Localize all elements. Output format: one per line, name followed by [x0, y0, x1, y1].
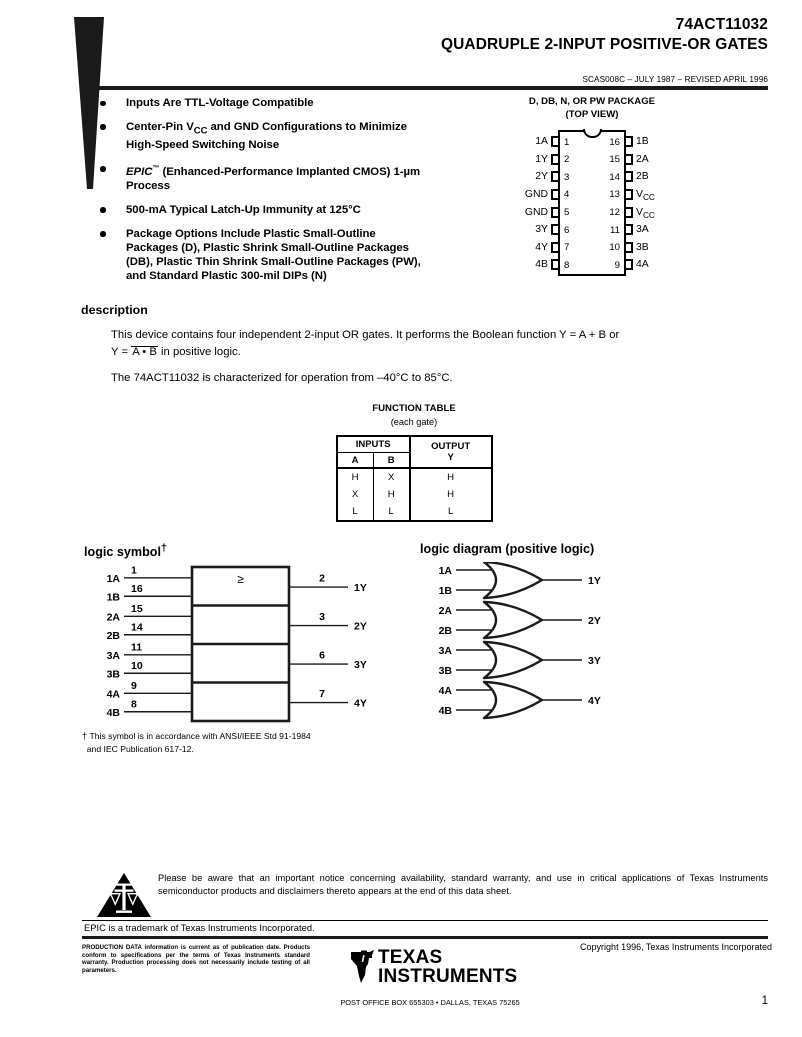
logic-symbol-pin-number: 15 [131, 602, 143, 615]
pin-row [504, 133, 680, 151]
logic-diagram-output-label: 1Y [588, 575, 601, 587]
pin-number-right: 11 [610, 224, 620, 236]
pin-stub-left [551, 259, 558, 270]
logic-symbol-output-label: 3Y [354, 659, 367, 672]
logic-symbol-heading [84, 542, 167, 559]
pin-label-left: 4B [535, 259, 548, 271]
logic-symbol-output-pin-number: 3 [319, 611, 325, 624]
pin-label-left: GND [524, 206, 548, 218]
pin-label-right: $V_{CC}$ [636, 188, 655, 202]
trademark-rule-top [82, 920, 768, 921]
table-row [337, 468, 492, 486]
logic-symbol-qualifier: ≥ [237, 572, 244, 586]
pin-label-left: 1A [535, 136, 548, 148]
logic-diagram-input-label: 2B [438, 625, 452, 637]
footnote-line-1: This symbol is in accordance with ANSI/IEEE Std 91-1984 [89, 731, 311, 741]
pin-stub-right [626, 207, 633, 218]
cell-b: L [373, 503, 410, 521]
or-gate-icon [484, 602, 542, 638]
pin-stub-right [626, 259, 633, 270]
logic-symbol-pin-number: 10 [131, 659, 143, 672]
copyright-line: Copyright 1996, Texas Instruments Incorporated [580, 942, 772, 952]
pin-stub-left [551, 171, 558, 182]
function-table-block [301, 403, 527, 522]
warning-scales-icon [96, 872, 152, 918]
pin-number-right: 10 [609, 242, 620, 254]
footnote-dagger: † [82, 731, 88, 742]
trademark-line: EPIC is a trademark of Texas Instruments Incorporated. [84, 922, 315, 933]
cell-y: H [410, 486, 492, 503]
feature-item [96, 227, 426, 284]
logic-diagram-input-label: 4A [438, 685, 452, 697]
logic-symbol-output-pin-number: 7 [319, 688, 325, 701]
pin-number-left: 2 [564, 154, 570, 166]
pin-row [504, 256, 680, 274]
logic-symbol-output-label: 2Y [354, 620, 367, 633]
logic-symbol-pin-number: 14 [131, 621, 143, 634]
ti-wordmark [378, 948, 520, 986]
logic-diagram-output-label: 2Y [588, 615, 601, 627]
pin-stub-right [626, 189, 633, 200]
pin-label-right: 2B [636, 171, 649, 183]
pin-label-right: 1B [636, 136, 649, 148]
ti-wordmark-instruments: INSTRUMENTS [378, 966, 518, 987]
ti-texas-map-icon [348, 950, 380, 984]
bullet-icon [100, 207, 106, 213]
logic-symbol-output-label: 4Y [354, 697, 367, 710]
column-header-a: A [337, 453, 374, 469]
pin-label-right: 3A [636, 224, 649, 236]
logic-diagram [424, 562, 724, 727]
or-gate-icon [484, 642, 542, 678]
description-heading: description [81, 303, 148, 317]
function-table-subtitle: (each gate) [390, 416, 438, 427]
logic-diagram-input-label: 1B [438, 585, 452, 597]
table-row [337, 486, 492, 503]
logic-symbol-pin-number: 9 [131, 679, 137, 692]
page-number: 1 [761, 995, 768, 1007]
ti-logo [340, 948, 520, 986]
or-gate-icon [484, 562, 542, 598]
pin-label-left: GND [524, 188, 548, 200]
bullet-icon [100, 124, 106, 130]
header-rule [92, 86, 768, 90]
cell-b: H [373, 486, 410, 503]
logic-symbol-input-label: 4A [106, 688, 120, 701]
package-title-line1: D, DB, N, OR PW PACKAGE [528, 96, 656, 107]
ti-wordmark-texas: TEXAS [378, 947, 443, 968]
function-table-title: FUNCTION TABLE [372, 403, 456, 414]
pin-number-right: 13 [609, 189, 620, 201]
table-group-header-row [337, 436, 492, 453]
feature-text: Package Options Include Plastic Small-Outline Packages (D), Plastic Shrink Small-Outline Packages (DB), Plastic Thin Shrink Small-Outline Packages (PW), and Standard Plastic 300-mil DIPs (N) [126, 227, 421, 283]
pin-number-right: 15 [609, 154, 620, 166]
ti-address: POST OFFICE BOX 655303 • DALLAS, TEXAS 75265 [340, 998, 520, 1007]
production-data-text: PRODUCTION DATA information is current as of publication date. Products conform to specifications per the terms of Texas Instruments standard warranty. Production processing does not necessarily include testing of all parameters. [82, 944, 310, 974]
pin-row [504, 151, 680, 169]
feature-item [96, 162, 426, 193]
logic-symbol-output-label: 1Y [354, 582, 367, 595]
logic-symbol-pin-number: 8 [131, 698, 137, 711]
pin-number-left: 5 [564, 206, 570, 218]
pin-row [504, 168, 680, 186]
description-formula-prefix: Y = [111, 346, 132, 358]
pin-label-left: 3Y [535, 224, 548, 236]
page-title-part-number: 74ACT11032 [675, 16, 768, 33]
function-table [336, 435, 493, 522]
pin-number-right: 14 [609, 171, 620, 183]
pin-stub-left [551, 207, 558, 218]
pin-stub-left [551, 154, 558, 165]
logic-diagram-output-label: 3Y [588, 655, 601, 667]
description-formula-overline: A • B [132, 346, 157, 358]
pin-number-right: 12 [609, 206, 620, 218]
description-paragraph-1 [111, 327, 756, 361]
bullet-icon [100, 231, 106, 237]
feature-text: EPIC™ (Enhanced-Performance Implanted CMOS) 1-µm Process [126, 164, 421, 193]
logic-symbol-diagram [84, 562, 384, 727]
logic-diagram-input-label: 4B [438, 705, 452, 717]
logic-symbol-dagger: † [160, 542, 167, 554]
group-header-inputs: INPUTS [337, 436, 410, 453]
logic-diagram-heading: logic diagram (positive logic) [420, 542, 595, 556]
package-pinout-diagram [492, 96, 692, 276]
pin-number-right: 16 [609, 136, 620, 148]
or-gate-icon [484, 682, 542, 718]
column-header-b: B [373, 453, 410, 469]
footnote-line-2: and IEC Publication 617-12. [86, 744, 194, 755]
pin-stub-right [626, 171, 633, 182]
pin-row [504, 239, 680, 257]
bullet-icon [100, 166, 106, 172]
pin-label-left: 2Y [535, 171, 548, 183]
important-notice-text: Please be aware that an important notice concerning availability, standard warranty, and use in critical applications of Texas Instruments semiconductor products and disclaimers thereto appears at the end of this data sheet. [158, 873, 768, 897]
logic-diagram-input-label: 3B [438, 665, 452, 677]
pin-number-left: 8 [564, 259, 570, 271]
pin-stub-right [626, 136, 633, 147]
cell-b: X [373, 468, 410, 486]
description-body [111, 327, 756, 396]
pin-number-left: 4 [564, 189, 570, 201]
logic-symbol-heading-text: logic symbol [84, 545, 161, 560]
logic-symbol-input-label: 1A [106, 572, 120, 585]
feature-item [96, 120, 426, 153]
pin-label-right: 4A [636, 259, 649, 271]
logic-symbol-input-label: 3A [106, 649, 120, 662]
logic-diagram-input-label: 3A [438, 645, 452, 657]
pin-number-left: 7 [564, 242, 570, 254]
bullet-icon [100, 101, 106, 107]
logic-symbol-pin-number: 11 [131, 641, 143, 654]
page-title-description: QUADRUPLE 2-INPUT POSITIVE-OR GATES [440, 36, 768, 53]
pin-row [504, 203, 680, 221]
pin-row [504, 186, 680, 204]
feature-text: Center-Pin $V_{CC}$ and GND Configurations to Minimize High-Speed Switching Noise [126, 120, 407, 152]
logic-symbol-input-label: 2B [106, 629, 120, 642]
pin-number-right: 9 [614, 259, 620, 271]
description-paragraph-2: The 74ACT11032 is characterized for operation from –40°C to 85°C. [111, 372, 453, 384]
pin-number-left: 3 [564, 171, 570, 183]
feature-item [96, 203, 426, 217]
logic-symbol-input-label: 4B [106, 706, 120, 719]
features-list [96, 96, 426, 293]
group-header-output: OUTPUT Y [410, 436, 492, 468]
pin-row [504, 221, 680, 239]
cell-a: X [337, 486, 374, 503]
pin-label-left: 4Y [535, 241, 548, 253]
pin-stub-right [626, 154, 633, 165]
document-id: SCAS008C – JULY 1987 – REVISED APRIL 1996 [582, 75, 768, 84]
pin-stub-left [551, 224, 558, 235]
pin-number-left: 1 [564, 136, 570, 148]
cell-y: H [410, 468, 492, 486]
package-body [504, 130, 680, 276]
footer-rule [82, 936, 768, 939]
table-row [337, 503, 492, 521]
logic-symbol-input-label: 2A [106, 611, 120, 624]
pin-label-right: 3B [636, 241, 649, 253]
logic-symbol-pin-number: 1 [131, 564, 137, 577]
pin-stub-left [551, 136, 558, 147]
pin-stub-right [626, 242, 633, 253]
logic-diagram-input-label: 1A [438, 565, 452, 577]
description-line-1: This device contains four independent 2-input OR gates. It performs the Boolean function Y = A + B or [111, 329, 620, 341]
logic-diagram-output-label: 4Y [588, 695, 601, 707]
feature-item [96, 96, 426, 110]
logic-symbol-output-pin-number: 6 [319, 649, 325, 662]
important-notice-block [96, 872, 768, 899]
logic-symbol-input-label: 3B [106, 668, 120, 681]
pin-label-left: 1Y [535, 153, 548, 165]
cell-y: L [410, 503, 492, 521]
logic-symbol-input-label: 1B [106, 591, 120, 604]
cell-a: H [337, 468, 374, 486]
logic-symbol-output-pin-number: 2 [319, 572, 325, 585]
pin-label-right: $V_{CC}$ [636, 206, 655, 220]
feature-text: Inputs Are TTL-Voltage Compatible [126, 97, 314, 109]
logic-diagram-input-label: 2A [438, 605, 452, 617]
pin-number-left: 6 [564, 224, 570, 236]
cell-a: L [337, 503, 374, 521]
description-formula-suffix: in positive logic. [157, 346, 241, 358]
pin-stub-right [626, 224, 633, 235]
logic-symbol-pin-number: 16 [131, 582, 143, 595]
pin-stub-left [551, 189, 558, 200]
feature-text: 500-mA Typical Latch-Up Immunity at 125°C [126, 203, 361, 216]
pin-stub-left [551, 242, 558, 253]
logic-symbol-footnote [82, 730, 412, 755]
pin-label-right: 2A [636, 153, 649, 165]
package-title-line2: (TOP VIEW) [565, 108, 619, 120]
